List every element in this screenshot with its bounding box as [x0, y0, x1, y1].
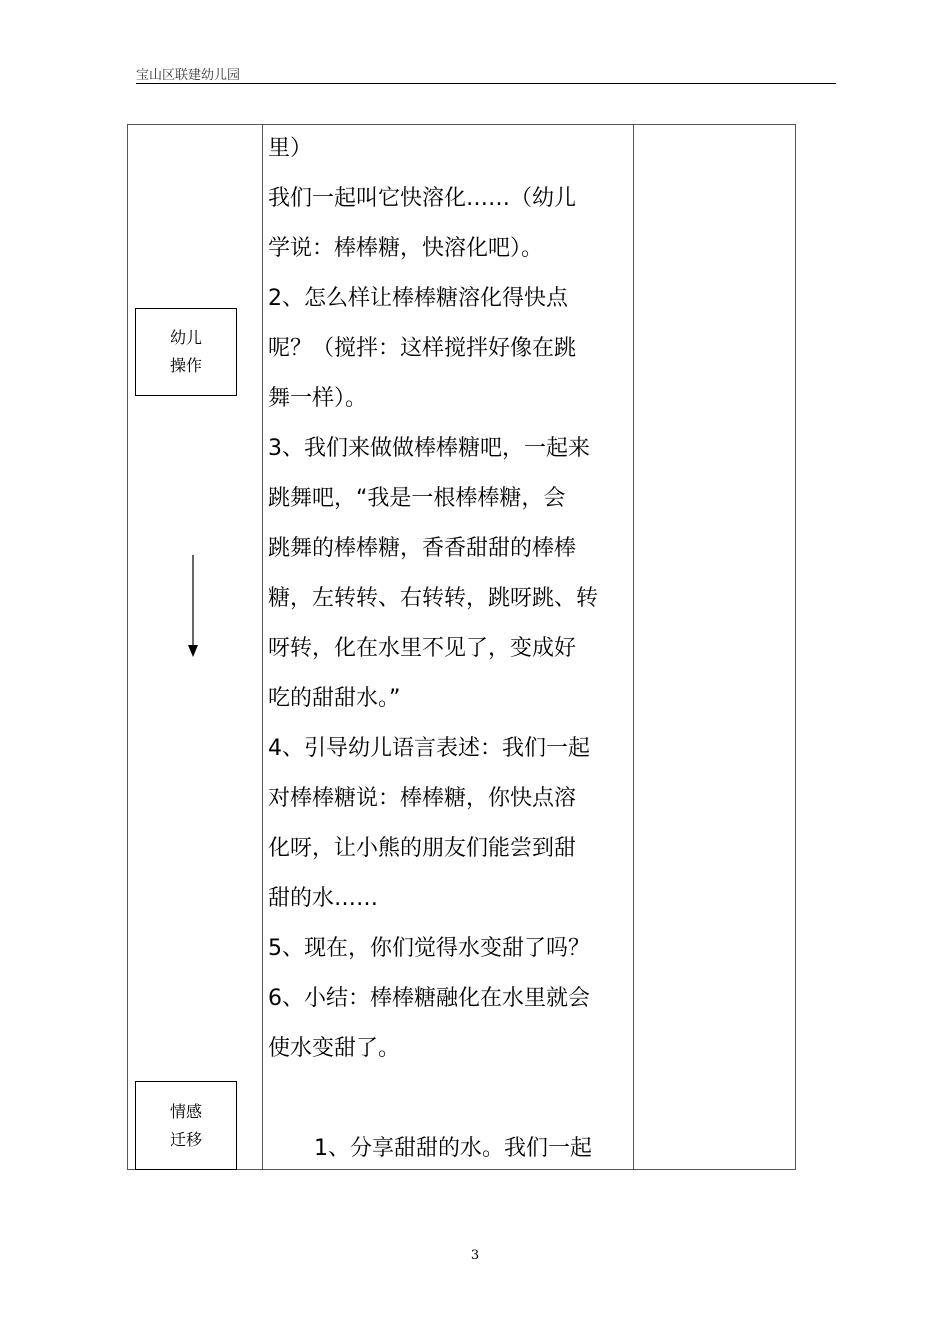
content-line: 糖，左转转、右转转，跳呀跳、转 [268, 586, 599, 611]
content-line-share: 1、分享甜甜的水。我们一起 [314, 1136, 592, 1161]
content-line: 甜的水…… [268, 886, 379, 911]
content-line: 对棒棒糖说：棒棒糖，你快点溶 [268, 786, 577, 811]
content-line: 呀转，化在水里不见了，变成好 [268, 636, 577, 661]
label-operation [135, 308, 237, 396]
column-divider-left [262, 124, 263, 1170]
header-org-name: 宝山区联建幼儿园 [136, 68, 241, 83]
content-line: 我们一起叫它快溶化……（幼儿 [268, 186, 577, 211]
label-operation-line1: 幼儿 [169, 328, 202, 347]
content-line: 6、小结：棒棒糖融化在水里就会 [268, 986, 590, 1011]
content-line: 里） [268, 136, 313, 161]
column-divider-right [633, 124, 634, 1170]
down-arrow-icon [186, 555, 200, 657]
content-line: 跳舞吧，“我是一根棒棒糖，会 [268, 486, 566, 511]
content-line: 呢？（搅拌：这样搅拌好像在跳 [268, 336, 577, 361]
content-line: 2、怎么样让棒棒糖溶化得快点 [268, 286, 568, 311]
label-operation-line2: 操作 [169, 356, 202, 375]
page-number: 3 [470, 1248, 480, 1263]
label-emotion-line2: 迁移 [169, 1129, 202, 1149]
content-line: 3、我们来做做棒棒糖吧，一起来 [268, 436, 590, 461]
content-line: 吃的甜甜水。” [268, 686, 401, 711]
content-line: 使水变甜了。 [268, 1036, 401, 1061]
content-line: 5、现在，你们觉得水变甜了吗？ [268, 936, 590, 961]
content-line: 化呀，让小熊的朋友们能尝到甜 [268, 836, 577, 861]
content-line: 学说：棒棒糖，快溶化吧）。 [268, 236, 544, 261]
header-rule [136, 83, 836, 84]
content-line: 4、引导幼儿语言表述：我们一起 [268, 736, 590, 761]
label-emotion-transfer [135, 1081, 237, 1170]
label-emotion-line1: 情感 [169, 1101, 202, 1121]
activity-content [268, 124, 630, 1174]
content-line: 跳舞的棒棒糖，香香甜甜的棒棒 [268, 536, 577, 561]
content-line: 舞一样）。 [268, 386, 368, 411]
